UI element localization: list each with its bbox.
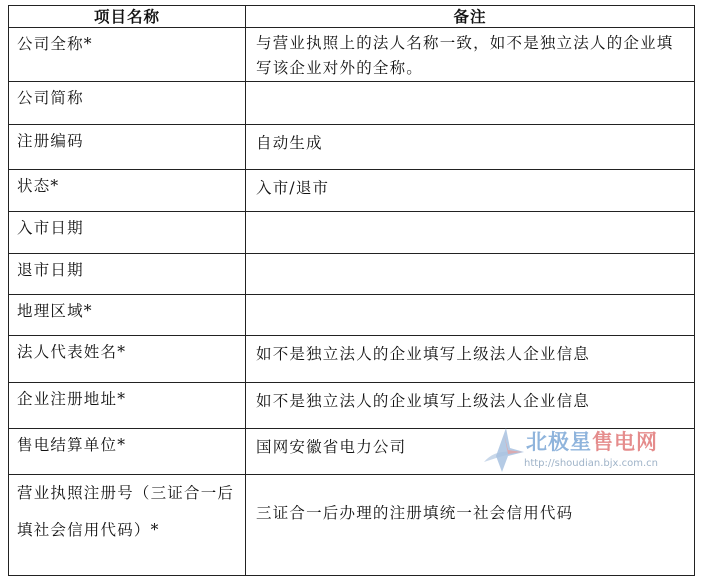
table-row <box>9 383 695 429</box>
row-note-geographic-region <box>246 295 695 336</box>
row-note-legal-representative: 如不是独立法人的企业填写上级法人企业信息 <box>246 336 695 383</box>
table-row <box>9 429 695 475</box>
table-header-row <box>9 6 695 28</box>
row-name-business-license-number: 营业执照注册号（三证合一后填社会信用代码）* <box>9 475 246 576</box>
row-name-settlement-unit: 售电结算单位* <box>9 429 246 475</box>
row-name-company-full-name: 公司全称* <box>9 28 246 82</box>
row-name-entry-date: 入市日期 <box>9 212 246 254</box>
table-row <box>9 125 695 170</box>
row-note-registration-code: 自动生成 <box>246 125 695 170</box>
row-name-geographic-region: 地理区域* <box>9 295 246 336</box>
row-note-exit-date <box>246 254 695 295</box>
row-note-registered-address: 如不是独立法人的企业填写上级法人企业信息 <box>246 383 695 429</box>
row-name-legal-representative: 法人代表姓名* <box>9 336 246 383</box>
row-note-entry-date <box>246 212 695 254</box>
table-row <box>9 336 695 383</box>
row-name-company-short-name: 公司简称 <box>9 82 246 125</box>
table-row <box>9 254 695 295</box>
header-item-name: 项目名称 <box>9 6 246 28</box>
header-remarks: 备注 <box>246 6 695 28</box>
table-row <box>9 28 695 82</box>
watermark-title-blue: 北极星 <box>526 430 592 454</box>
table-row <box>9 475 695 576</box>
row-note-status: 入市/退市 <box>246 170 695 212</box>
table-row <box>9 170 695 212</box>
table-row <box>9 82 695 125</box>
watermark-url: http://shoudian.bjx.com.cn <box>524 458 659 469</box>
row-note-company-short-name <box>246 82 695 125</box>
registration-info-table <box>8 5 695 576</box>
watermark-title-red: 售电网 <box>592 430 658 454</box>
row-name-exit-date: 退市日期 <box>9 254 246 295</box>
row-note-settlement-unit: 国网安徽省电力公司 <box>246 429 695 475</box>
table-row <box>9 295 695 336</box>
table-row <box>9 212 695 254</box>
row-note-company-full-name: 与营业执照上的法人名称一致，如不是独立法人的企业填写该企业对外的全称。 <box>246 28 695 82</box>
row-name-registered-address: 企业注册地址* <box>9 383 246 429</box>
row-name-status: 状态* <box>9 170 246 212</box>
row-note-business-license-number: 三证合一后办理的注册填统一社会信用代码 <box>246 475 695 576</box>
row-name-registration-code: 注册编码 <box>9 125 246 170</box>
